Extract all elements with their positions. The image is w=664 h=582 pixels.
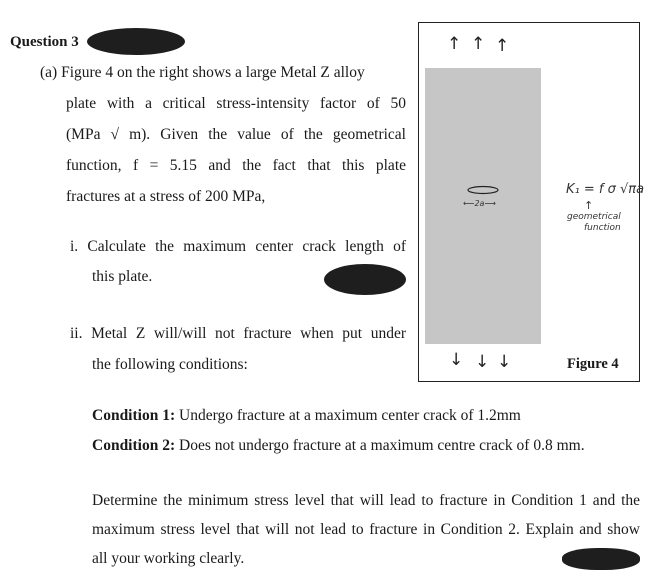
part-a-line-2: plate with a critical stress-intensity factor of 50 bbox=[66, 95, 406, 112]
redaction-mark bbox=[562, 548, 640, 570]
annotation-geometrical: geometrical bbox=[567, 212, 621, 222]
stress-arrow-up-icon: ↑ bbox=[471, 34, 486, 54]
figure-caption: Figure 4 bbox=[567, 356, 619, 372]
condition-1-text: Undergo fracture at a maximum center crack of 1.2mm bbox=[179, 407, 521, 424]
question-heading: Question 3 bbox=[10, 34, 79, 50]
stress-arrow-down-icon: ↓ bbox=[449, 350, 464, 370]
condition-2-label: Condition 2: bbox=[92, 437, 176, 454]
formula-annotation: K₁ = f σ √πa bbox=[566, 182, 645, 197]
crack-length-label: ⟵2a⟶ bbox=[463, 199, 496, 208]
part-a-line-3: (MPa √ m). Given the value of the geometrical bbox=[66, 126, 406, 143]
redaction-mark bbox=[87, 28, 185, 55]
center-crack-icon bbox=[466, 184, 500, 196]
annotation-function: function bbox=[584, 223, 621, 233]
sub-i-line-1: i. Calculate the maximum center crack length of bbox=[70, 238, 406, 255]
condition-1 bbox=[92, 407, 521, 425]
condition-2-text: Does not undergo fracture at a maximum centre crack of 0.8 mm. bbox=[179, 437, 585, 454]
sub-ii-line-1: ii. Metal Z will/will not fracture when put under bbox=[70, 325, 406, 342]
stress-arrow-up-icon: ↑ bbox=[495, 36, 510, 56]
part-a-line-4: function, f = 5.15 and the fact that this plate bbox=[66, 157, 406, 174]
instruction-line-1: Determine the minimum stress level that will lead to fracture in Condition 1 and the bbox=[92, 492, 640, 509]
condition-2 bbox=[92, 437, 585, 455]
condition-1-label: Condition 1: bbox=[92, 407, 176, 424]
stress-arrow-down-icon: ↓ bbox=[475, 352, 490, 372]
instruction-line-3: all your working clearly. bbox=[92, 550, 245, 567]
annotation-arrow-icon: ↑ bbox=[584, 199, 594, 212]
redaction-mark bbox=[324, 264, 406, 295]
part-a-line-5: fractures at a stress of 200 MPa, bbox=[66, 188, 266, 205]
sub-ii-line-2: the following conditions: bbox=[92, 356, 248, 373]
instruction-line-2: maximum stress level that will not lead to fracture in Condition 2. Explain and show bbox=[92, 521, 640, 538]
part-a-line-1-text: (a) Figure 4 on the right shows a large Metal Z alloy bbox=[40, 64, 365, 81]
sub-i-line-2: this plate. bbox=[92, 268, 153, 285]
part-a-line-1 bbox=[40, 64, 406, 82]
stress-arrow-up-icon: ↑ bbox=[447, 34, 462, 54]
stress-arrow-down-icon: ↓ bbox=[497, 352, 512, 372]
